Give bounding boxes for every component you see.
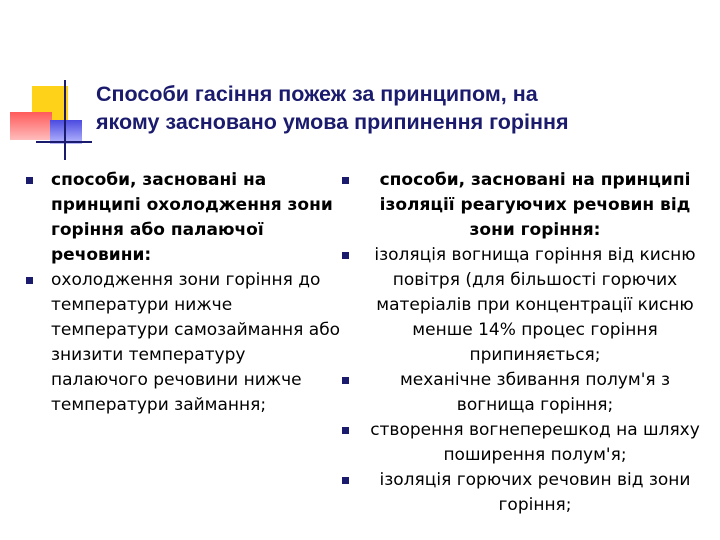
slide-title-line-2: якому засновано умова припинення горіння	[96, 110, 569, 134]
list-item-text: способи, засновані на принципі ізоляції реагуючих речовин від зони горіння:	[379, 170, 691, 240]
bullet-icon	[342, 477, 349, 484]
right-column	[342, 168, 702, 518]
list-item-text: механічне збивання полум'я з вогнища горіння;	[399, 370, 671, 415]
bullet-icon	[342, 377, 349, 384]
list-item	[26, 268, 346, 418]
bullet-icon	[26, 177, 33, 184]
logo-horizontal-line	[36, 141, 92, 143]
list-item	[342, 168, 702, 243]
list-item	[26, 168, 346, 268]
list-item	[342, 368, 702, 418]
list-item-text: ізоляція горючих речовин від зони горіння;	[379, 470, 691, 515]
bullet-icon	[342, 252, 349, 259]
logo-vertical-line	[64, 80, 66, 160]
list-item	[342, 243, 702, 368]
list-item-text: способи, засновані на принципі охолодження зони горіння або палаючої речовини:	[51, 170, 333, 265]
bullet-icon	[342, 177, 349, 184]
slide-title	[96, 80, 696, 136]
list-item	[342, 418, 702, 468]
list-item-text: ізоляція вогнища горіння від кисню повітря (для більшості горючих матеріалів при концентрації кисню менше 14% процес горіння припиняється;	[374, 245, 696, 365]
logo-red-square	[10, 112, 52, 140]
bullet-icon	[342, 427, 349, 434]
bullet-icon	[26, 277, 33, 284]
list-item	[342, 468, 702, 518]
left-column	[26, 168, 346, 418]
list-item-text: охолодження зони горіння до температури нижче температури самозаймання або знизити температуру палаючого речовини нижче температури займання;	[51, 270, 341, 415]
list-item-text: створення вогнеперешкод на шляху поширення полум'я;	[370, 420, 700, 465]
slide-title-line-1: Способи гасіння пожеж за принципом, на	[96, 82, 538, 106]
